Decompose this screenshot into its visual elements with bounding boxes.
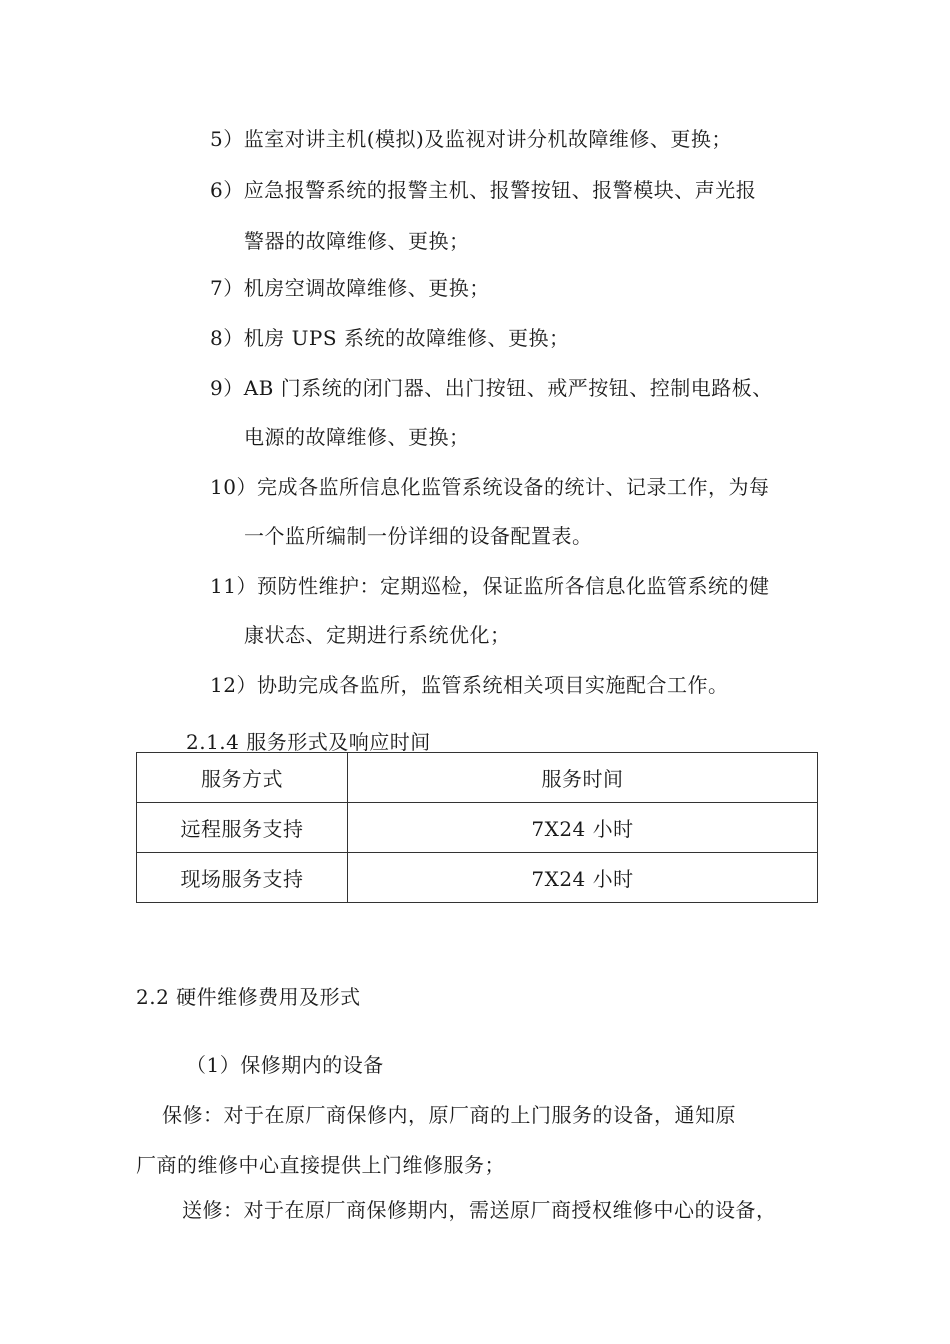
table-header-service-time: 服务时间 [348, 753, 818, 803]
table-cell-service-time: 7X24 小时 [348, 853, 818, 903]
table-cell-service-mode: 远程服务支持 [137, 803, 348, 853]
list-item-6: 6）应急报警系统的报警主机、报警按钮、报警模块、声光报 [210, 178, 757, 202]
table-header-row [137, 753, 818, 803]
list-item-10-continued: 一个监所编制一份详细的设备配置表。 [244, 524, 593, 548]
list-item-12: 12）协助完成各监所，监管系统相关项目实施配合工作。 [210, 673, 729, 697]
table-cell-service-mode: 现场服务支持 [137, 853, 348, 903]
list-item-10: 10）完成各监所信息化监管系统设备的统计、记录工作，为每 [210, 475, 770, 499]
list-item-9: 9）AB 门系统的闭门器、出门按钮、戒严按钮、控制电路板、 [210, 376, 773, 400]
list-item-8: 8）机房 UPS 系统的故障维修、更换； [210, 326, 570, 350]
table-row [137, 853, 818, 903]
table-header-service-mode: 服务方式 [137, 753, 348, 803]
list-item-9-continued: 电源的故障维修、更换； [244, 425, 470, 449]
section-2-2-heading: 2.2 硬件维修费用及形式 [136, 985, 361, 1009]
list-item-5: 5）监室对讲主机(模拟)及监视对讲分机故障维修、更换； [210, 127, 732, 151]
table-row [137, 803, 818, 853]
list-item-11-continued: 康状态、定期进行系统优化； [244, 623, 511, 647]
subsection-1-heading: （1）保修期内的设备 [186, 1053, 384, 1077]
service-table [136, 752, 818, 903]
list-item-11: 11）预防性维护：定期巡检，保证监所各信息化监管系统的健 [210, 574, 770, 598]
table-cell-service-time: 7X24 小时 [348, 803, 818, 853]
paragraph-send-repair: 送修：对于在原厂商保修期内，需送原厂商授权维修中心的设备， [182, 1198, 777, 1222]
list-item-7: 7）机房空调故障维修、更换； [210, 276, 490, 300]
paragraph-warranty: 保修：对于在原厂商保修内，原厂商的上门服务的设备，通知原 [162, 1103, 736, 1127]
section-2-1-4-heading: 2.1.4 服务形式及响应时间 [186, 730, 431, 754]
paragraph-warranty-continued: 厂商的维修中心直接提供上门维修服务； [136, 1153, 505, 1177]
list-item-6-continued: 警器的故障维修、更换； [244, 229, 470, 253]
